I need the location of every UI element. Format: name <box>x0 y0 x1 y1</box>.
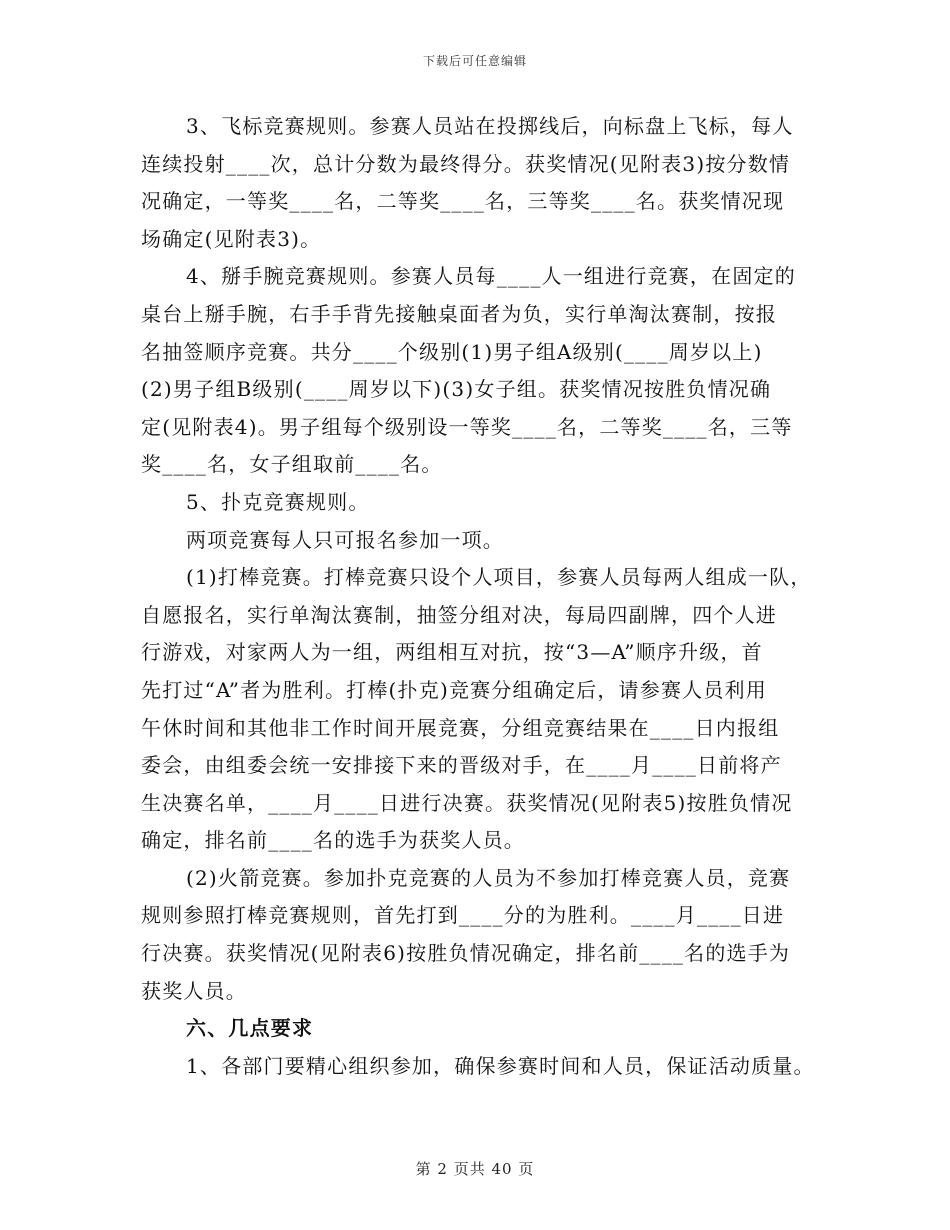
text-line: 午休时间和其他非工作时间开展竞赛，分组竞赛结果在____日内报组 <box>141 715 780 740</box>
text-line: (2)火箭竞赛。参加扑克竞赛的人员为不参加打棒竞赛人员，竞赛 <box>186 865 791 890</box>
text-line: (2)男子组B级别(____周岁以下)(3)女子组。获奖情况按胜负情况确 <box>141 377 772 402</box>
text-line: 行游戏，对家两人为一组，两组相互对抗，按“3—A”顺序升级，首 <box>141 640 763 665</box>
text-line: 规则参照打棒竞赛规则，首先打到____分的为胜利。____月____日进 <box>141 903 785 928</box>
text-line: 名抽签顺序竞赛。共分____个级别(1)男子组A级别(____周岁以上) <box>141 339 763 364</box>
text-line: 桌台上掰手腕，右手手背先接触桌面者为负，实行单淘汰赛制，按报 <box>141 301 777 326</box>
text-line: 获奖人员。 <box>141 978 247 1003</box>
text-line: 自愿报名，实行单淘汰赛制，抽签分组对决，每局四副牌，四个人进 <box>141 602 777 627</box>
text-line: 两项竞赛每人只可报名参加一项。 <box>186 527 504 552</box>
page-number: 第 2 页共 40 页 <box>415 1160 535 1178</box>
document-body <box>141 108 831 1085</box>
text-line: 委会，由组委会统一安排接下来的晋级对手，在____月____日前将产 <box>141 753 782 778</box>
page-header: 下载后可任意编辑 <box>422 54 527 68</box>
text-line: 况确定，一等奖____名，二等奖____名，三等奖____名。获奖情况现 <box>141 189 785 214</box>
text-line: 场确定(见附表3)。 <box>141 226 322 251</box>
text-line: 定(见附表4)。男子组每个级别设一等奖____名，二等奖____名，三等 <box>141 414 793 439</box>
text-line: 4、掰手腕竞赛规则。参赛人员每____人一组进行竞赛，在固定的 <box>186 264 796 289</box>
text-line: 1、各部门要精心组织参加，确保参赛时间和人员，保证活动质量。 <box>186 1053 815 1078</box>
text-line: 连续投射____次，总计分数为最终得分。获奖情况(见附表3)按分数情 <box>141 151 791 176</box>
text-line: 行决赛。获奖情况(见附表6)按胜负情况确定，排名前____名的选手为 <box>141 941 791 966</box>
text-line: 先打过“A”者为胜利。打棒(扑克)竞赛分组确定后，请参赛人员利用 <box>141 677 767 702</box>
text-line: 3、飞标竞赛规则。参赛人员站在投掷线后，向标盘上飞标，每人 <box>186 114 794 138</box>
section-heading: 六、几点要求 <box>186 1016 314 1041</box>
text-line: 生决赛名单，____月____日进行决赛。获奖情况(见附表5)按胜负情况 <box>141 790 793 815</box>
text-line: 5、扑克竞赛规则。 <box>186 489 370 514</box>
text-line: 奖____名，女子组取前____名。 <box>141 452 443 477</box>
text-line: 确定，排名前____名的选手为获奖人员。 <box>141 828 525 853</box>
text-line: (1)打棒竞赛。打棒竞赛只设个人项目，参赛人员每两人组成一队， <box>186 565 812 590</box>
